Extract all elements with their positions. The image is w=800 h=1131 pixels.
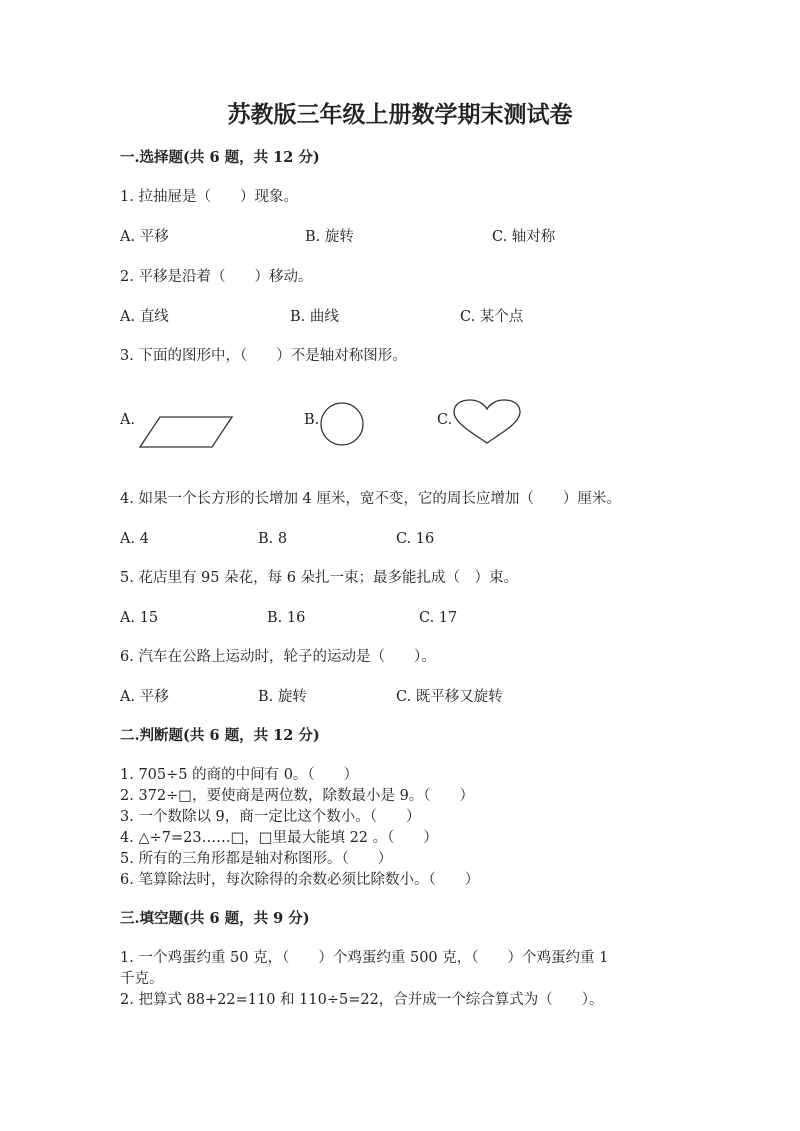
question-text: 2. 平移是沿着（ ）移动。 [120,269,313,285]
option-a: A. [120,412,136,428]
heart-icon [452,399,522,445]
question-text: 3. 下面的图形中，（ ）不是轴对称图形。 [120,348,407,364]
option-b: B. 旋转 [258,689,307,705]
page-title: 苏教版三年级上册数学期末测试卷 [227,101,573,128]
option-c: C. [437,412,453,428]
judge-item: 2. 372÷□，要使商是两位数，除数最小是 9。（ ） [120,788,475,804]
option-b: B. 16 [267,610,306,626]
option-b: B. 旋转 [305,229,354,245]
option-c: C. 轴对称 [492,229,556,245]
section-heading-fill: 三.填空题(共 6 题，共 9 分) [120,910,310,927]
question-text: 4. 如果一个长方形的长增加 4 厘米，宽不变，它的周长应增加（ ）厘米。 [120,491,621,507]
option-c: C. 17 [419,610,458,626]
option-b: B. [304,412,320,428]
question-text: 6. 汽车在公路上运动时，轮子的运动是（ ）。 [120,649,436,665]
question-text: 5. 花店里有 95 朵花，每 6 朵扎一束；最多能扎成（ ）束。 [120,570,519,586]
parallelogram-icon [138,415,234,449]
option-a: A. 4 [120,531,149,547]
judge-item: 1. 705÷5 的商的中间有 0。（ ） [120,767,359,783]
judge-item: 3. 一个数除以 9，商一定比这个数小。（ ） [120,809,421,825]
question-text: 1. 拉抽屉是（ ）现象。 [120,189,298,205]
fill-item: 1. 一个鸡蛋约重 50 克，（ ）个鸡蛋约重 500 克，（ ）个鸡蛋约重 1 [120,950,609,966]
option-c: C. 某个点 [460,309,524,325]
section-heading-judge: 二.判断题(共 6 题，共 12 分) [120,727,320,744]
option-c: C. 既平移又旋转 [396,689,503,705]
option-b: B. 8 [258,531,288,547]
option-a: A. 平移 [120,229,169,245]
option-b: B. 曲线 [290,309,339,325]
judge-item: 6. 笔算除法时，每次除得的余数必须比除数小。（ ） [120,872,480,888]
fill-item: 2. 把算式 88+22=110 和 110÷5=22，合并成一个综合算式为（ ）。 [120,992,604,1008]
option-a: A. 15 [120,610,159,626]
option-c: C. 16 [396,531,435,547]
option-a: A. 平移 [120,689,169,705]
circle-icon [319,401,365,447]
judge-item: 4. △÷7=23……□，□里最大能填 22 。（ ） [120,830,438,846]
judge-item: 5. 所有的三角形都是轴对称图形。（ ） [120,851,393,867]
section-heading-choice: 一.选择题(共 6 题，共 12 分) [120,149,320,166]
fill-item-continued: 千克。 [120,971,164,987]
option-a: A. 直线 [120,309,169,325]
